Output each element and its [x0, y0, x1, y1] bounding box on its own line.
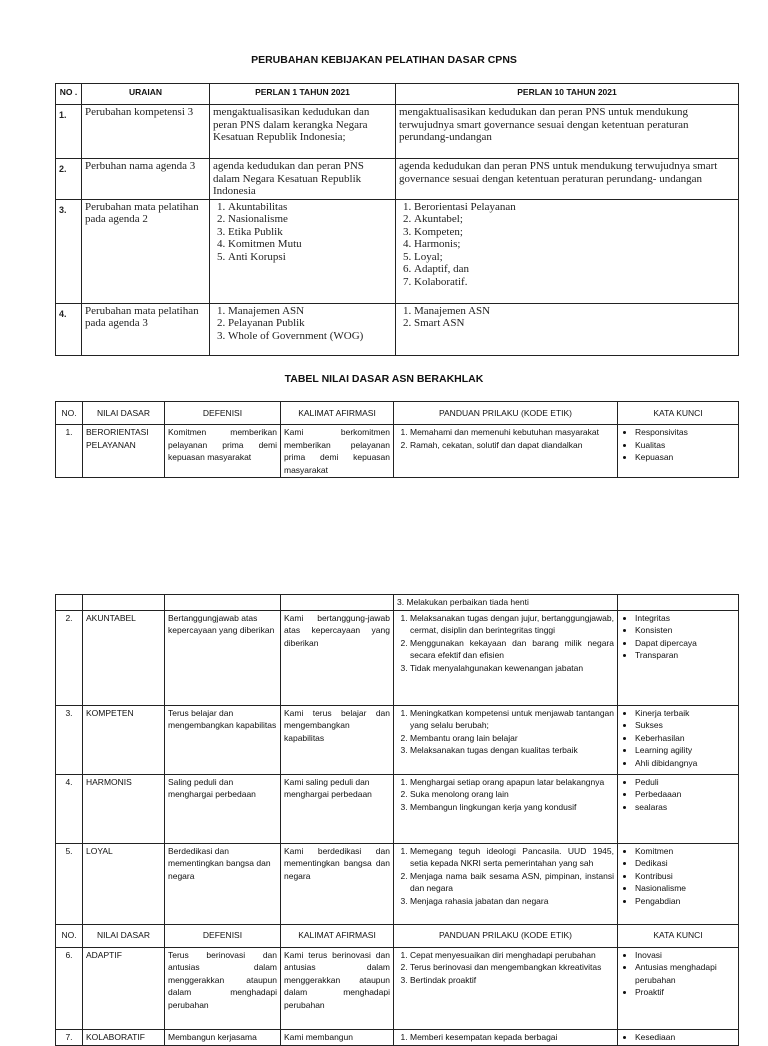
row-no: 4.: [56, 303, 82, 355]
row-nilai: ADAPTIF: [83, 947, 165, 1029]
row-afirmasi: Kami berdedikasi dan mementingkan bangsa dan negara: [281, 843, 394, 924]
list-item: 4. Harmonis;: [414, 238, 735, 251]
list-item: • Konsisten: [635, 624, 735, 637]
list-item: • Integritas: [635, 612, 735, 625]
table-row: [56, 425, 739, 478]
list-item: 2. Pelayanan Publik: [228, 317, 392, 330]
row-afirmasi: Kami terus berinovasi dan antusias dalam menggerakkan ataupun dalam menghadapi perubahan: [281, 947, 394, 1029]
row-defenisi: Membangun kerjasama: [165, 1029, 281, 1045]
row-panduan: [394, 843, 618, 924]
list-item: 1. Akuntabilitas: [228, 201, 392, 214]
list-item: 3. Membangun lingkungan kerja yang kondusif: [410, 801, 614, 814]
continuation-row: [56, 595, 739, 611]
row-perlan-1: agenda kedudukan dan peran PNS dalam Negara Kesatuan Republik Indonesia: [210, 159, 396, 200]
row-nilai: HARMONIS: [83, 774, 165, 843]
row-nilai: KOMPETEN: [83, 705, 165, 774]
policy-change-table: [55, 83, 739, 356]
row-no: 7.: [56, 1029, 83, 1045]
row-afirmasi: Kami bertanggung-jawab atas kepercayaan yang diberikan: [281, 610, 394, 705]
header-no: NO.: [56, 402, 83, 425]
row-nilai: LOYAL: [83, 843, 165, 924]
row-panduan: [394, 705, 618, 774]
row-perlan-1: [210, 303, 396, 355]
list-item: • Kinerja terbaik: [635, 707, 735, 720]
list-item: 2. Menjaga nama baik sesama ASN, pimpinan, instansi dan negara: [410, 870, 614, 895]
core-values-table-continued: [55, 594, 739, 1046]
list-item: • Transparan: [635, 649, 735, 662]
table-row: [56, 105, 739, 159]
row-defenisi: Komitmen memberikan pelayanan prima demi kepuasan masyarakat: [165, 425, 281, 478]
row-panduan: [394, 774, 618, 843]
table-row: [56, 159, 739, 200]
list-item: • Kontribusi: [635, 870, 735, 883]
row-kata-kunci: [618, 774, 739, 843]
section-title: TABEL NILAI DASAR ASN BERAKHLAK: [284, 373, 484, 385]
table-header-row: [56, 84, 739, 105]
header-uraian: URAIAN: [82, 84, 210, 105]
header-kata-kunci: KATA KUNCI: [618, 924, 739, 947]
table-row: [56, 843, 739, 924]
row-afirmasi: Kami terus belajar dan mengembangkan kapabilitas: [281, 705, 394, 774]
row-perlan-10: agenda kedudukan dan peran PNS untuk mendukung terwujudnya smart governance sesuai dengan ketentuan peraturan perundang- undangan: [396, 159, 739, 200]
row-kata-kunci: [618, 843, 739, 924]
row-kata-kunci: [618, 610, 739, 705]
header-afirmasi: KALIMAT AFIRMASI: [281, 402, 394, 425]
row-no: 3.: [56, 705, 83, 774]
table-row: [56, 705, 739, 774]
header-perlan-1: PERLAN 1 TAHUN 2021: [210, 84, 396, 105]
list-item: • Inovasi: [635, 949, 735, 962]
row-kata-kunci: [618, 705, 739, 774]
row-nilai: AKUNTABEL: [83, 610, 165, 705]
list-item: • sealaras: [635, 801, 735, 814]
row-defenisi: Terus belajar dan mengembangkan kapabilitas: [165, 705, 281, 774]
row-no: 2.: [56, 159, 82, 200]
list-item: • Ahli dibidangnya: [635, 757, 735, 770]
list-item: • Learning agility: [635, 744, 735, 757]
list-item: 2. Akuntabel;: [414, 213, 735, 226]
row-panduan: [394, 1029, 618, 1045]
row-perlan-1: mengaktualisasikan kedudukan dan peran PNS dalam kerangka Negara Kesatuan Republik Indonesia;: [210, 105, 396, 159]
list-item: 2. Smart ASN: [414, 317, 735, 330]
list-item: 5. Loyal;: [414, 251, 735, 264]
list-item: 3. Whole of Government (WOG): [228, 330, 392, 343]
list-item: 1. Melaksanakan tugas dengan jujur, bertanggungjawab, cermat, disiplin dan berintegritas tinggi: [410, 612, 614, 637]
row-uraian: Perbuhan nama agenda 3: [82, 159, 210, 200]
list-item: • Keberhasilan: [635, 732, 735, 745]
header-no: NO.: [56, 924, 83, 947]
table-row: [56, 610, 739, 705]
list-item: 2. Ramah, cekatan, solutif dan dapat diandalkan: [410, 439, 614, 452]
empty-cell: [56, 595, 83, 611]
list-item: 3. Menjaga rahasia jabatan dan negara: [410, 895, 614, 908]
list-item: • Proaktif: [635, 986, 735, 999]
list-item: 3. Kompeten;: [414, 226, 735, 239]
list-item: 1. Cepat menyesuaikan diri menghadapi perubahan: [410, 949, 614, 962]
list-item: 7. Kolaboratif.: [414, 276, 735, 289]
header-nilai-dasar: NILAI DASAR: [83, 402, 165, 425]
list-item: • Kepuasan: [635, 451, 735, 464]
table-row: [56, 1029, 739, 1045]
list-item: • Dedikasi: [635, 857, 735, 870]
table-row: [56, 303, 739, 355]
table-row: [56, 774, 739, 843]
list-item: 3. Tidak menyalahgunakan kewenangan jabatan: [410, 662, 614, 675]
list-item: 6. Adaptif, dan: [414, 263, 735, 276]
header-panduan: PANDUAN PRILAKU (KODE ETIK): [394, 402, 618, 425]
row-panduan: 3. Melakukan perbaikan tiada henti: [394, 595, 618, 611]
document-title: PERUBAHAN KEBIJAKAN PELATIHAN DASAR CPNS: [251, 54, 517, 66]
row-panduan: [394, 425, 618, 478]
list-item: 4. Komitmen Mutu: [228, 238, 392, 251]
row-uraian: Perubahan mata pelatihan pada agenda 2: [82, 199, 210, 303]
list-item: • Pengabdian: [635, 895, 735, 908]
header-nilai-dasar: NILAI DASAR: [83, 924, 165, 947]
table-header-row: [56, 924, 739, 947]
row-defenisi: Berdedikasi dan mementingkan bangsa dan negara: [165, 843, 281, 924]
list-item: 1. Memberi kesempatan kepada berbagai: [410, 1031, 614, 1044]
list-item: 1. Meningkatkan kompetensi untuk menjawab tantangan yang selalu berubah;: [410, 707, 614, 732]
row-nilai: BERORIENTASI PELAYANAN: [83, 425, 165, 478]
list-item: • Peduli: [635, 776, 735, 789]
row-kata-kunci: [618, 947, 739, 1029]
list-item: 1. Memahami dan memenuhi kebutuhan masyarakat: [410, 426, 614, 439]
row-no: 1.: [56, 105, 82, 159]
table-header-row: [56, 402, 739, 425]
row-perlan-10: mengaktualisasikan kedudukan dan peran PNS untuk mendukung terwujudnya smart governance sesuai dengan ketentuan peraturan perundang-undangan: [396, 105, 739, 159]
row-panduan: [394, 610, 618, 705]
list-item: 2. Nasionalisme: [228, 213, 392, 226]
row-defenisi: Terus berinovasi dan antusias dalam menggerakkan ataupun dalam menghadapi perubahan: [165, 947, 281, 1029]
list-item: • Sukses: [635, 719, 735, 732]
list-item: • Antusias menghadapi perubahan: [635, 961, 735, 986]
list-item: 3. Bertindak proaktif: [410, 974, 614, 987]
row-no: 4.: [56, 774, 83, 843]
list-item: • Komitmen: [635, 845, 735, 858]
list-item: 3. Melaksanakan tugas dengan kualitas terbaik: [410, 744, 614, 757]
list-item: 5. Anti Korupsi: [228, 251, 392, 264]
table-row: [56, 199, 739, 303]
list-item: 2. Terus berinovasi dan mengembangkan kkreativitas: [410, 961, 614, 974]
list-item: 1. Manajemen ASN: [414, 305, 735, 318]
list-item: 2. Menggunakan kekayaan dan barang milik negara secara efektif dan efisien: [410, 637, 614, 662]
row-kata-kunci: [618, 425, 739, 478]
list-item: 3. Etika Publik: [228, 226, 392, 239]
row-no: 2.: [56, 610, 83, 705]
row-no: 5.: [56, 843, 83, 924]
list-item: • Responsivitas: [635, 426, 735, 439]
list-item: 2. Suka menolong orang lain: [410, 788, 614, 801]
list-item: 1. Manajemen ASN: [228, 305, 392, 318]
list-item: 1. Menghargai setiap orang apapun latar belakangnya: [410, 776, 614, 789]
core-values-table: [55, 401, 739, 478]
list-item: • Kualitas: [635, 439, 735, 452]
row-perlan-10: [396, 303, 739, 355]
row-panduan: [394, 947, 618, 1029]
header-perlan-10: PERLAN 10 TAHUN 2021: [396, 84, 739, 105]
empty-cell: [618, 595, 739, 611]
row-afirmasi: Kami berkomitmen memberikan pelayanan prima demi kepuasan masyarakat: [281, 425, 394, 478]
table-row: [56, 947, 739, 1029]
header-kata-kunci: KATA KUNCI: [618, 402, 739, 425]
list-item: • Kesediaan: [635, 1031, 735, 1044]
row-defenisi: Saling peduli dan menghargai perbedaan: [165, 774, 281, 843]
row-uraian: Perubahan mata pelatihan pada agenda 3: [82, 303, 210, 355]
header-defenisi: DEFENISI: [165, 402, 281, 425]
header-panduan: PANDUAN PRILAKU (KODE ETIK): [394, 924, 618, 947]
row-uraian: Perubahan kompetensi 3: [82, 105, 210, 159]
row-no: 1.: [56, 425, 83, 478]
list-item: 1. Berorientasi Pelayanan: [414, 201, 735, 214]
header-no: NO .: [56, 84, 82, 105]
list-item: • Nasionalisme: [635, 882, 735, 895]
list-item: • Dapat dipercaya: [635, 637, 735, 650]
row-perlan-1: [210, 199, 396, 303]
row-no: 6.: [56, 947, 83, 1029]
header-defenisi: DEFENISI: [165, 924, 281, 947]
list-item: 2. Membantu orang lain belajar: [410, 732, 614, 745]
header-afirmasi: KALIMAT AFIRMASI: [281, 924, 394, 947]
row-perlan-10: [396, 199, 739, 303]
list-item: • Perbedaaan: [635, 788, 735, 801]
list-item: 1. Memegang teguh ideologi Pancasila. UUD 1945, setia kepada NKRI serta pemerintahan yang sah: [410, 845, 614, 870]
row-defenisi: Bertanggungjawab atas kepercayaan yang diberikan: [165, 610, 281, 705]
empty-cell: [281, 595, 394, 611]
row-kata-kunci: [618, 1029, 739, 1045]
row-afirmasi: Kami saling peduli dan menghargai perbedaan: [281, 774, 394, 843]
row-no: 3.: [56, 199, 82, 303]
empty-cell: [165, 595, 281, 611]
row-afirmasi: Kami membangun: [281, 1029, 394, 1045]
row-nilai: KOLABORATIF: [83, 1029, 165, 1045]
empty-cell: [83, 595, 165, 611]
